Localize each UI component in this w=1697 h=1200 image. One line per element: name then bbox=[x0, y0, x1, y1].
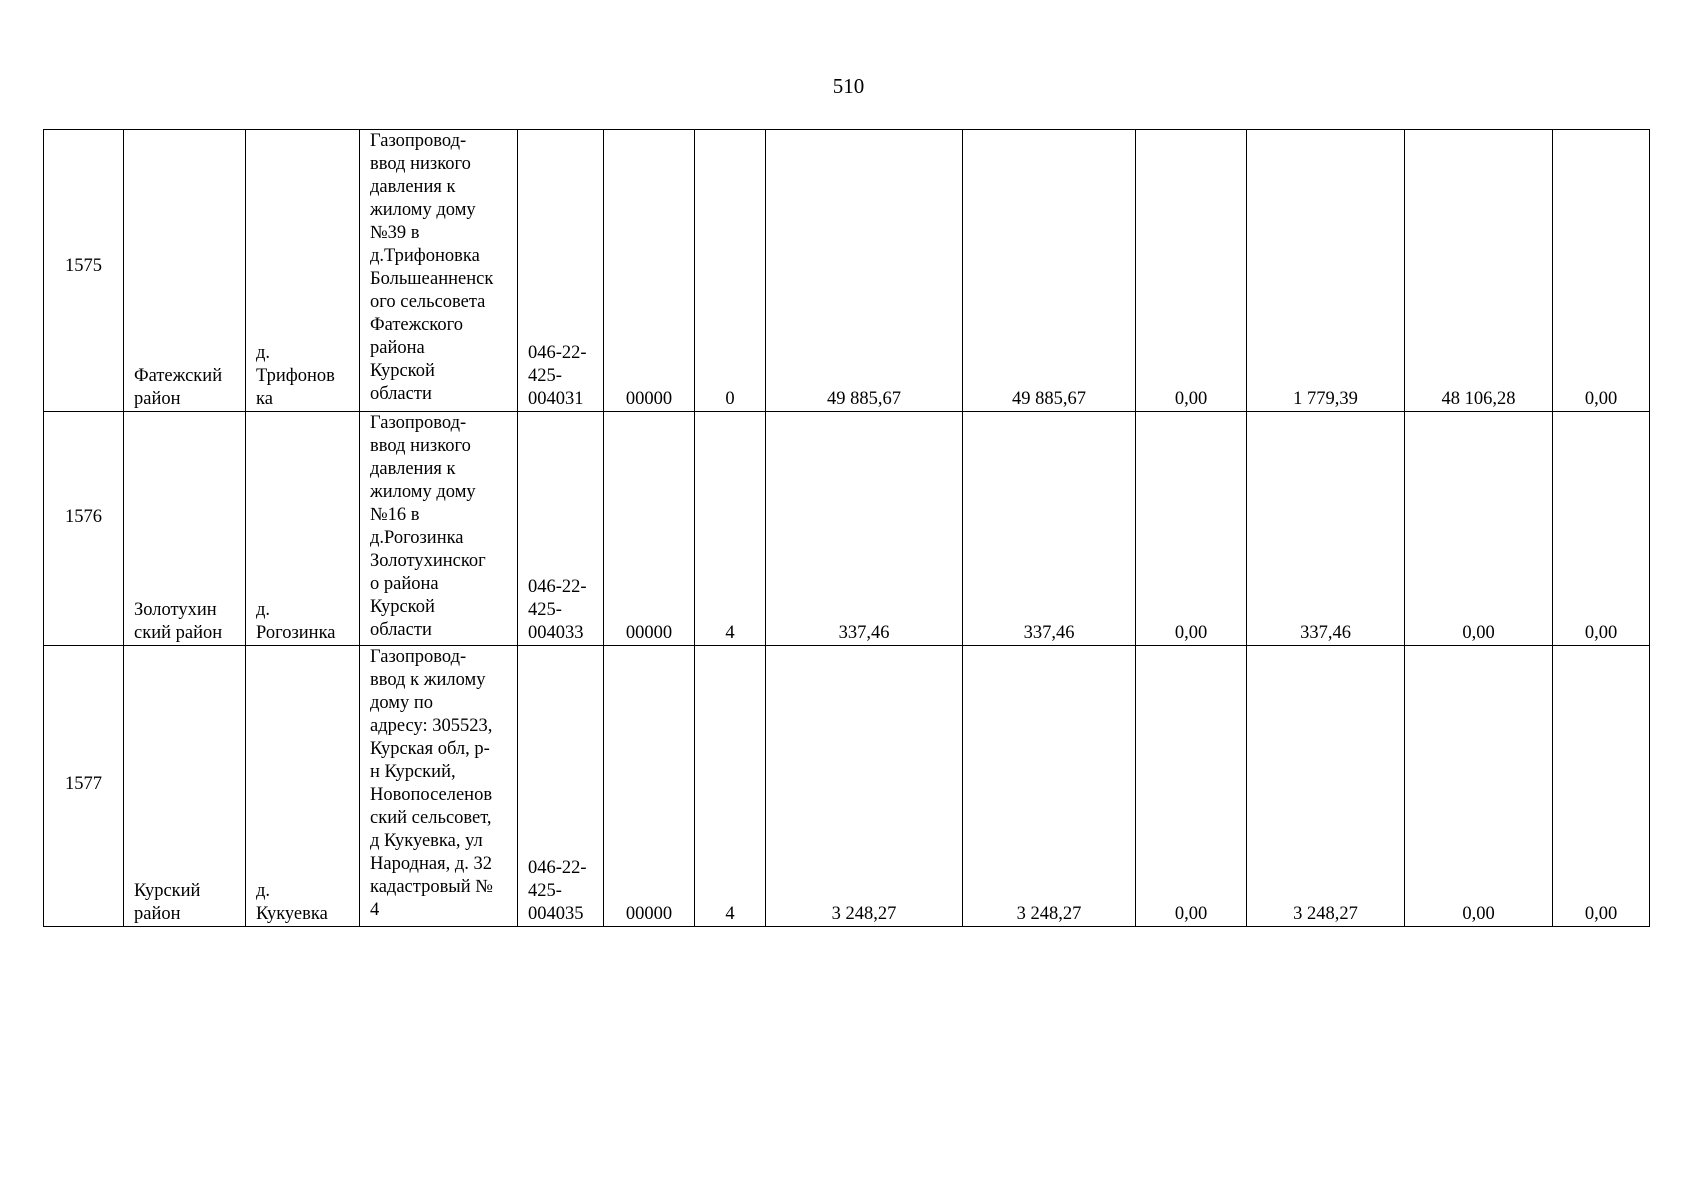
amount-cell: 3 248,27 bbox=[963, 646, 1136, 927]
amount-cell: 0,00 bbox=[1553, 646, 1650, 927]
amount-cell: 0,00 bbox=[1405, 646, 1553, 927]
row-number-cell: 1576 bbox=[44, 412, 124, 646]
page-number: 510 bbox=[832, 74, 865, 98]
amount-cell: 337,46 bbox=[766, 412, 963, 646]
locality-cell: д. Трифонов ка bbox=[246, 130, 360, 412]
value-cell: 00000 bbox=[604, 412, 695, 646]
row-number-cell: 1577 bbox=[44, 646, 124, 927]
district-cell: Курский район bbox=[124, 646, 246, 927]
table-row bbox=[44, 412, 1650, 646]
description-cell: Газопровод- ввод низкого давления к жилому дому №39 в д.Трифоновка Большеанненск ого сельсовета Фатежского района Курской области bbox=[360, 130, 518, 412]
amount-cell: 48 106,28 bbox=[1405, 130, 1553, 412]
amount-cell: 0,00 bbox=[1136, 412, 1247, 646]
registry-table bbox=[43, 129, 1650, 927]
value-cell: 4 bbox=[695, 646, 766, 927]
district-cell: Фатежский район bbox=[124, 130, 246, 412]
row-number-cell: 1575 bbox=[44, 130, 124, 412]
amount-cell: 49 885,67 bbox=[963, 130, 1136, 412]
description-cell: Газопровод- ввод к жилому дому по адресу: 305523, Курская обл, р- н Курский, Новопоселенов ский сельсовет, д Кукуевка, ул Народная, д. 32 кадастровый № 4 bbox=[360, 646, 518, 927]
amount-cell: 0,00 bbox=[1136, 646, 1247, 927]
amount-cell: 0,00 bbox=[1553, 412, 1650, 646]
amount-cell: 49 885,67 bbox=[766, 130, 963, 412]
value-cell: 00000 bbox=[604, 646, 695, 927]
code-cell: 046-22- 425- 004031 bbox=[518, 130, 604, 412]
description-cell: Газопровод- ввод низкого давления к жилому дому №16 в д.Рогозинка Золотухинског о района Курской области bbox=[360, 412, 518, 646]
value-cell: 4 bbox=[695, 412, 766, 646]
amount-cell: 0,00 bbox=[1136, 130, 1247, 412]
amount-cell: 0,00 bbox=[1553, 130, 1650, 412]
amount-cell: 337,46 bbox=[963, 412, 1136, 646]
locality-cell: д. Кукуевка bbox=[246, 646, 360, 927]
code-cell: 046-22- 425- 004033 bbox=[518, 412, 604, 646]
code-cell: 046-22- 425- 004035 bbox=[518, 646, 604, 927]
value-cell: 00000 bbox=[604, 130, 695, 412]
value-cell: 0 bbox=[695, 130, 766, 412]
table-row bbox=[44, 646, 1650, 927]
amount-cell: 3 248,27 bbox=[766, 646, 963, 927]
amount-cell: 1 779,39 bbox=[1247, 130, 1405, 412]
locality-cell: д. Рогозинка bbox=[246, 412, 360, 646]
table-row bbox=[44, 130, 1650, 412]
amount-cell: 0,00 bbox=[1405, 412, 1553, 646]
amount-cell: 3 248,27 bbox=[1247, 646, 1405, 927]
district-cell: Золотухин ский район bbox=[124, 412, 246, 646]
amount-cell: 337,46 bbox=[1247, 412, 1405, 646]
